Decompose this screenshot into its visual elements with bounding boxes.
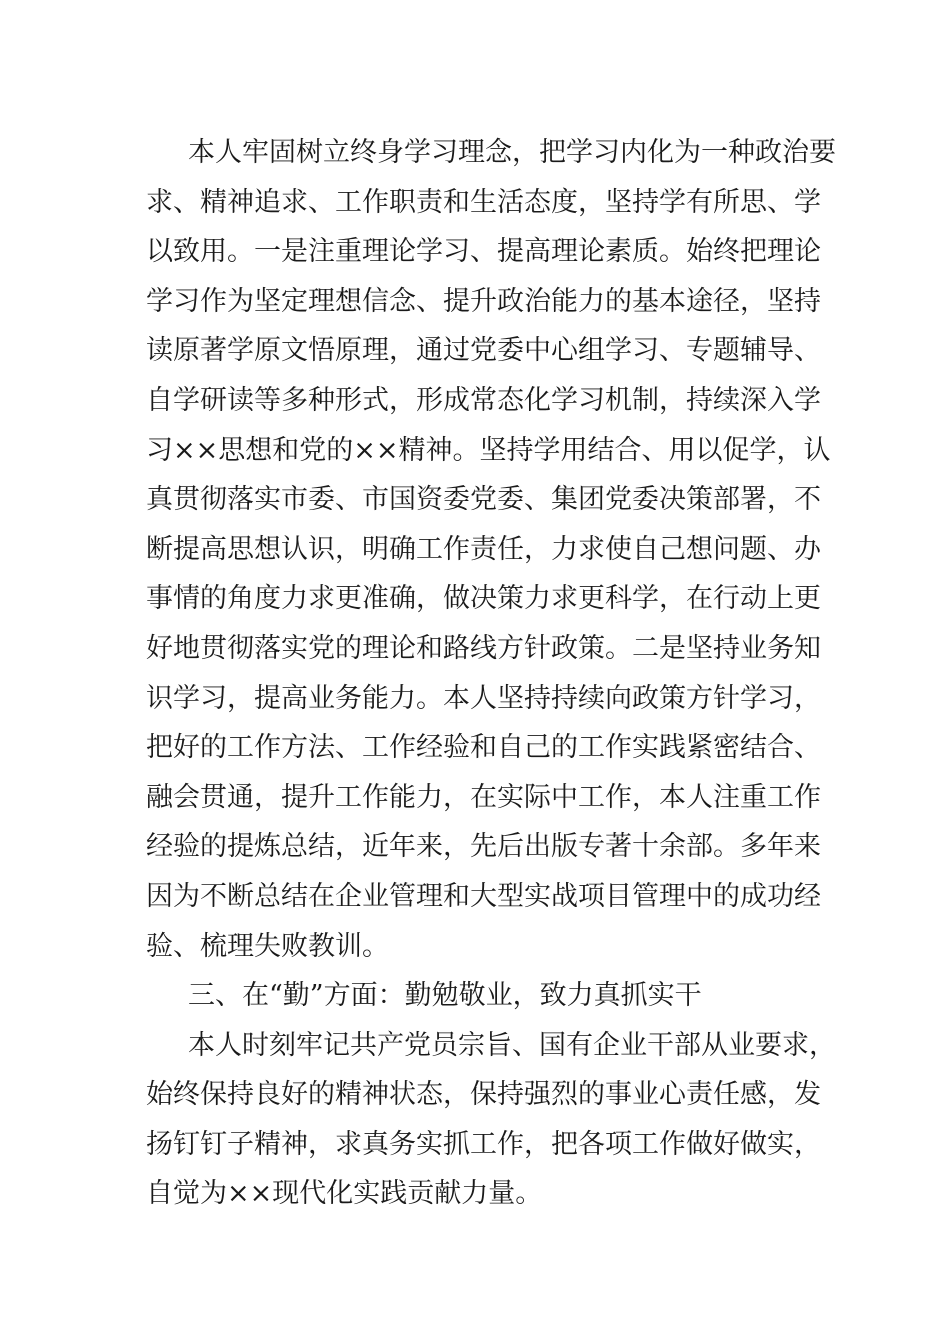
text-line: 本人时刻牢记共产党员宗旨、国有企业干部从业要求， [188,1029,836,1061]
text-line: 始终保持良好的精神状态，保持强烈的事业心责任感，发 [146,1079,821,1111]
section-heading: 三、在“勤”方面：勤勉敬业，致力真抓实干 [188,980,702,1012]
text-line: 真贯彻落实市委、市国资委党委、集团党委决策部署，不 [146,484,821,516]
text-line: 自觉为××现代化实践贡献力量。 [146,1178,543,1210]
text-line: 验、梳理失败教训。 [146,930,389,962]
text-line: 因为不断总结在企业管理和大型实战项目管理中的成功经 [146,880,821,912]
text-line: 融会贯通，提升工作能力，在实际中工作，本人注重工作 [146,781,821,813]
text-line: 事情的角度力求更准确，做决策力求更科学，在行动上更 [146,583,821,615]
text-line: 习××思想和党的××精神。坚持学用结合、用以促学，认 [146,434,831,466]
text-line: 读原著学原文悟原理，通过党委中心组学习、专题辅导、 [146,335,821,367]
text-line: 自学研读等多种形式，形成常态化学习机制，持续深入学 [146,384,821,416]
text-line: 经验的提炼总结，近年来，先后出版专著十余部。多年来 [146,831,821,863]
text-line: 把好的工作方法、工作经验和自己的工作实践紧密结合、 [146,732,821,764]
document-body [146,128,836,1219]
text-line: 识学习，提高业务能力。本人坚持持续向政策方针学习， [146,682,821,714]
text-line: 好地贯彻落实党的理论和路线方针政策。二是坚持业务知 [146,632,821,664]
text-line: 扬钉钉子精神，求真务实抓工作，把各项工作做好做实， [146,1128,821,1160]
text-line: 求、精神追求、工作职责和生活态度，坚持学有所思、学 [146,186,821,218]
text-line: 断提高思想认识，明确工作责任，力求使自己想问题、办 [146,533,821,565]
text-line: 以致用。一是注重理论学习、提高理论素质。始终把理论 [146,236,821,268]
text-line: 学习作为坚定理想信念、提升政治能力的基本途径，坚持 [146,285,821,317]
text-line: 本人牢固树立终身学习理念，把学习内化为一种政治要 [188,137,836,168]
